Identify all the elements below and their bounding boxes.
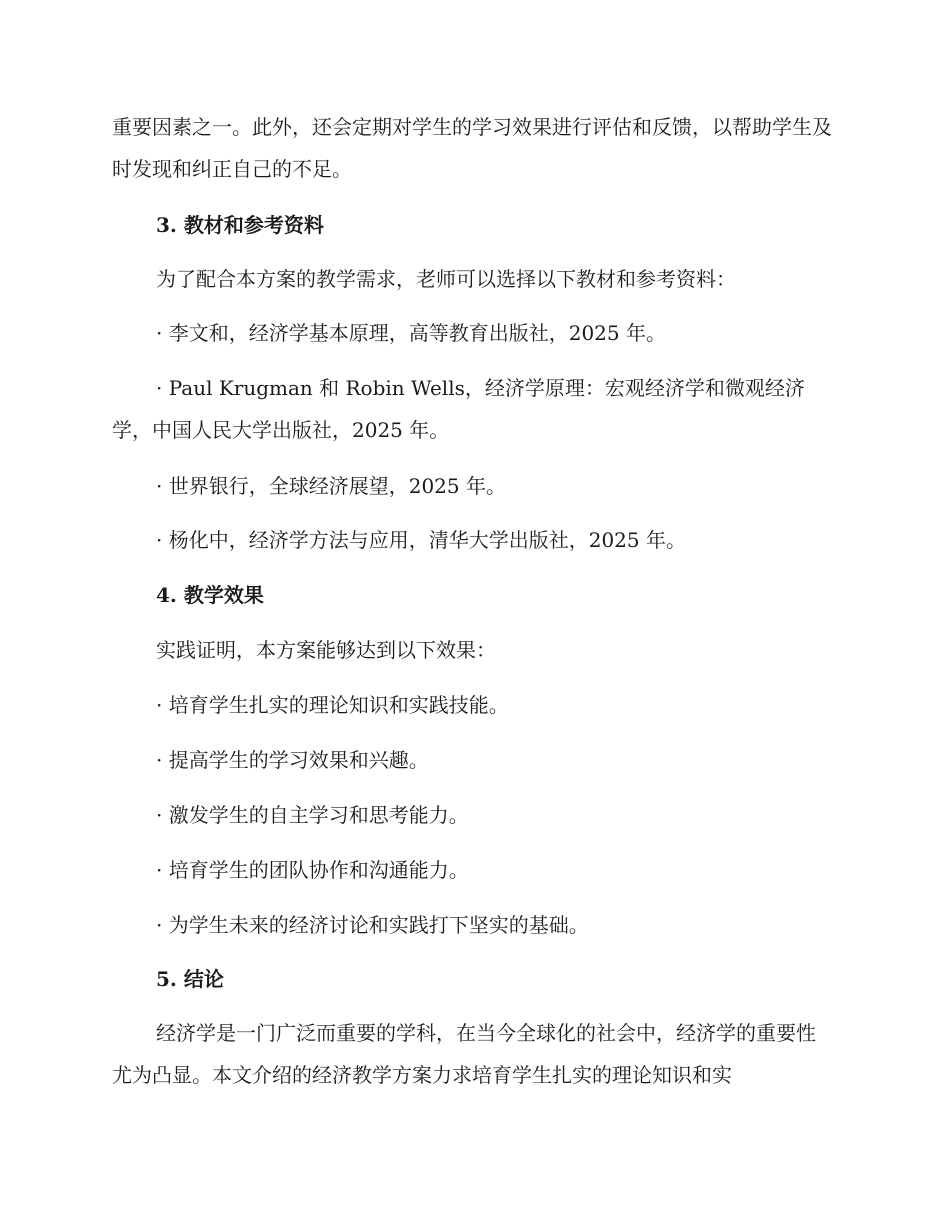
material-item: · 世界银行，全球经济展望，2025 年。 — [156, 474, 506, 498]
effect-item: · 培育学生扎实的理论知识和实践技能。 — [156, 693, 509, 717]
effect-item: · 培育学生的团队协作和沟通能力。 — [156, 858, 469, 882]
heading-section-4: 4. 教学效果 — [156, 583, 264, 607]
paragraph-effects-intro: 实践证明，本方案能够达到以下效果： — [156, 638, 496, 662]
heading-section-5: 5. 结论 — [156, 967, 224, 991]
paragraph-materials-intro: 为了配合本方案的教学需求，老师可以选择以下教材和参考资料： — [156, 267, 736, 291]
heading-section-3: 3. 教材和参考资料 — [156, 213, 324, 237]
paragraph-conclusion: 经济学是一门广泛而重要的学科，在当今全球化的社会中，经济学的重要性尤为凸显。本文介绍的经济教学方案力求培育学生扎实的理论知识和实 — [112, 1021, 816, 1087]
effect-item: · 提高学生的学习效果和兴趣。 — [156, 748, 429, 772]
effect-item: · 激发学生的自主学习和思考能力。 — [156, 803, 469, 827]
material-item: · 李文和，经济学基本原理，高等教育出版社，2025 年。 — [156, 321, 666, 345]
paragraph-intro-continuation: 重要因素之一。此外，还会定期对学生的学习效果进行评估和反馈，以帮助学生及时发现和纠正自己的不足。 — [112, 115, 832, 181]
effect-item: · 为学生未来的经济讨论和实践打下坚实的基础。 — [156, 913, 589, 937]
material-item: · 杨化中，经济学方法与应用，清华大学出版社，2025 年。 — [156, 528, 686, 552]
material-item: · Paul Krugman 和 Robin Wells，经济学原理：宏观经济学和微观经济学，中国人民大学出版社，2025 年。 — [112, 376, 805, 442]
